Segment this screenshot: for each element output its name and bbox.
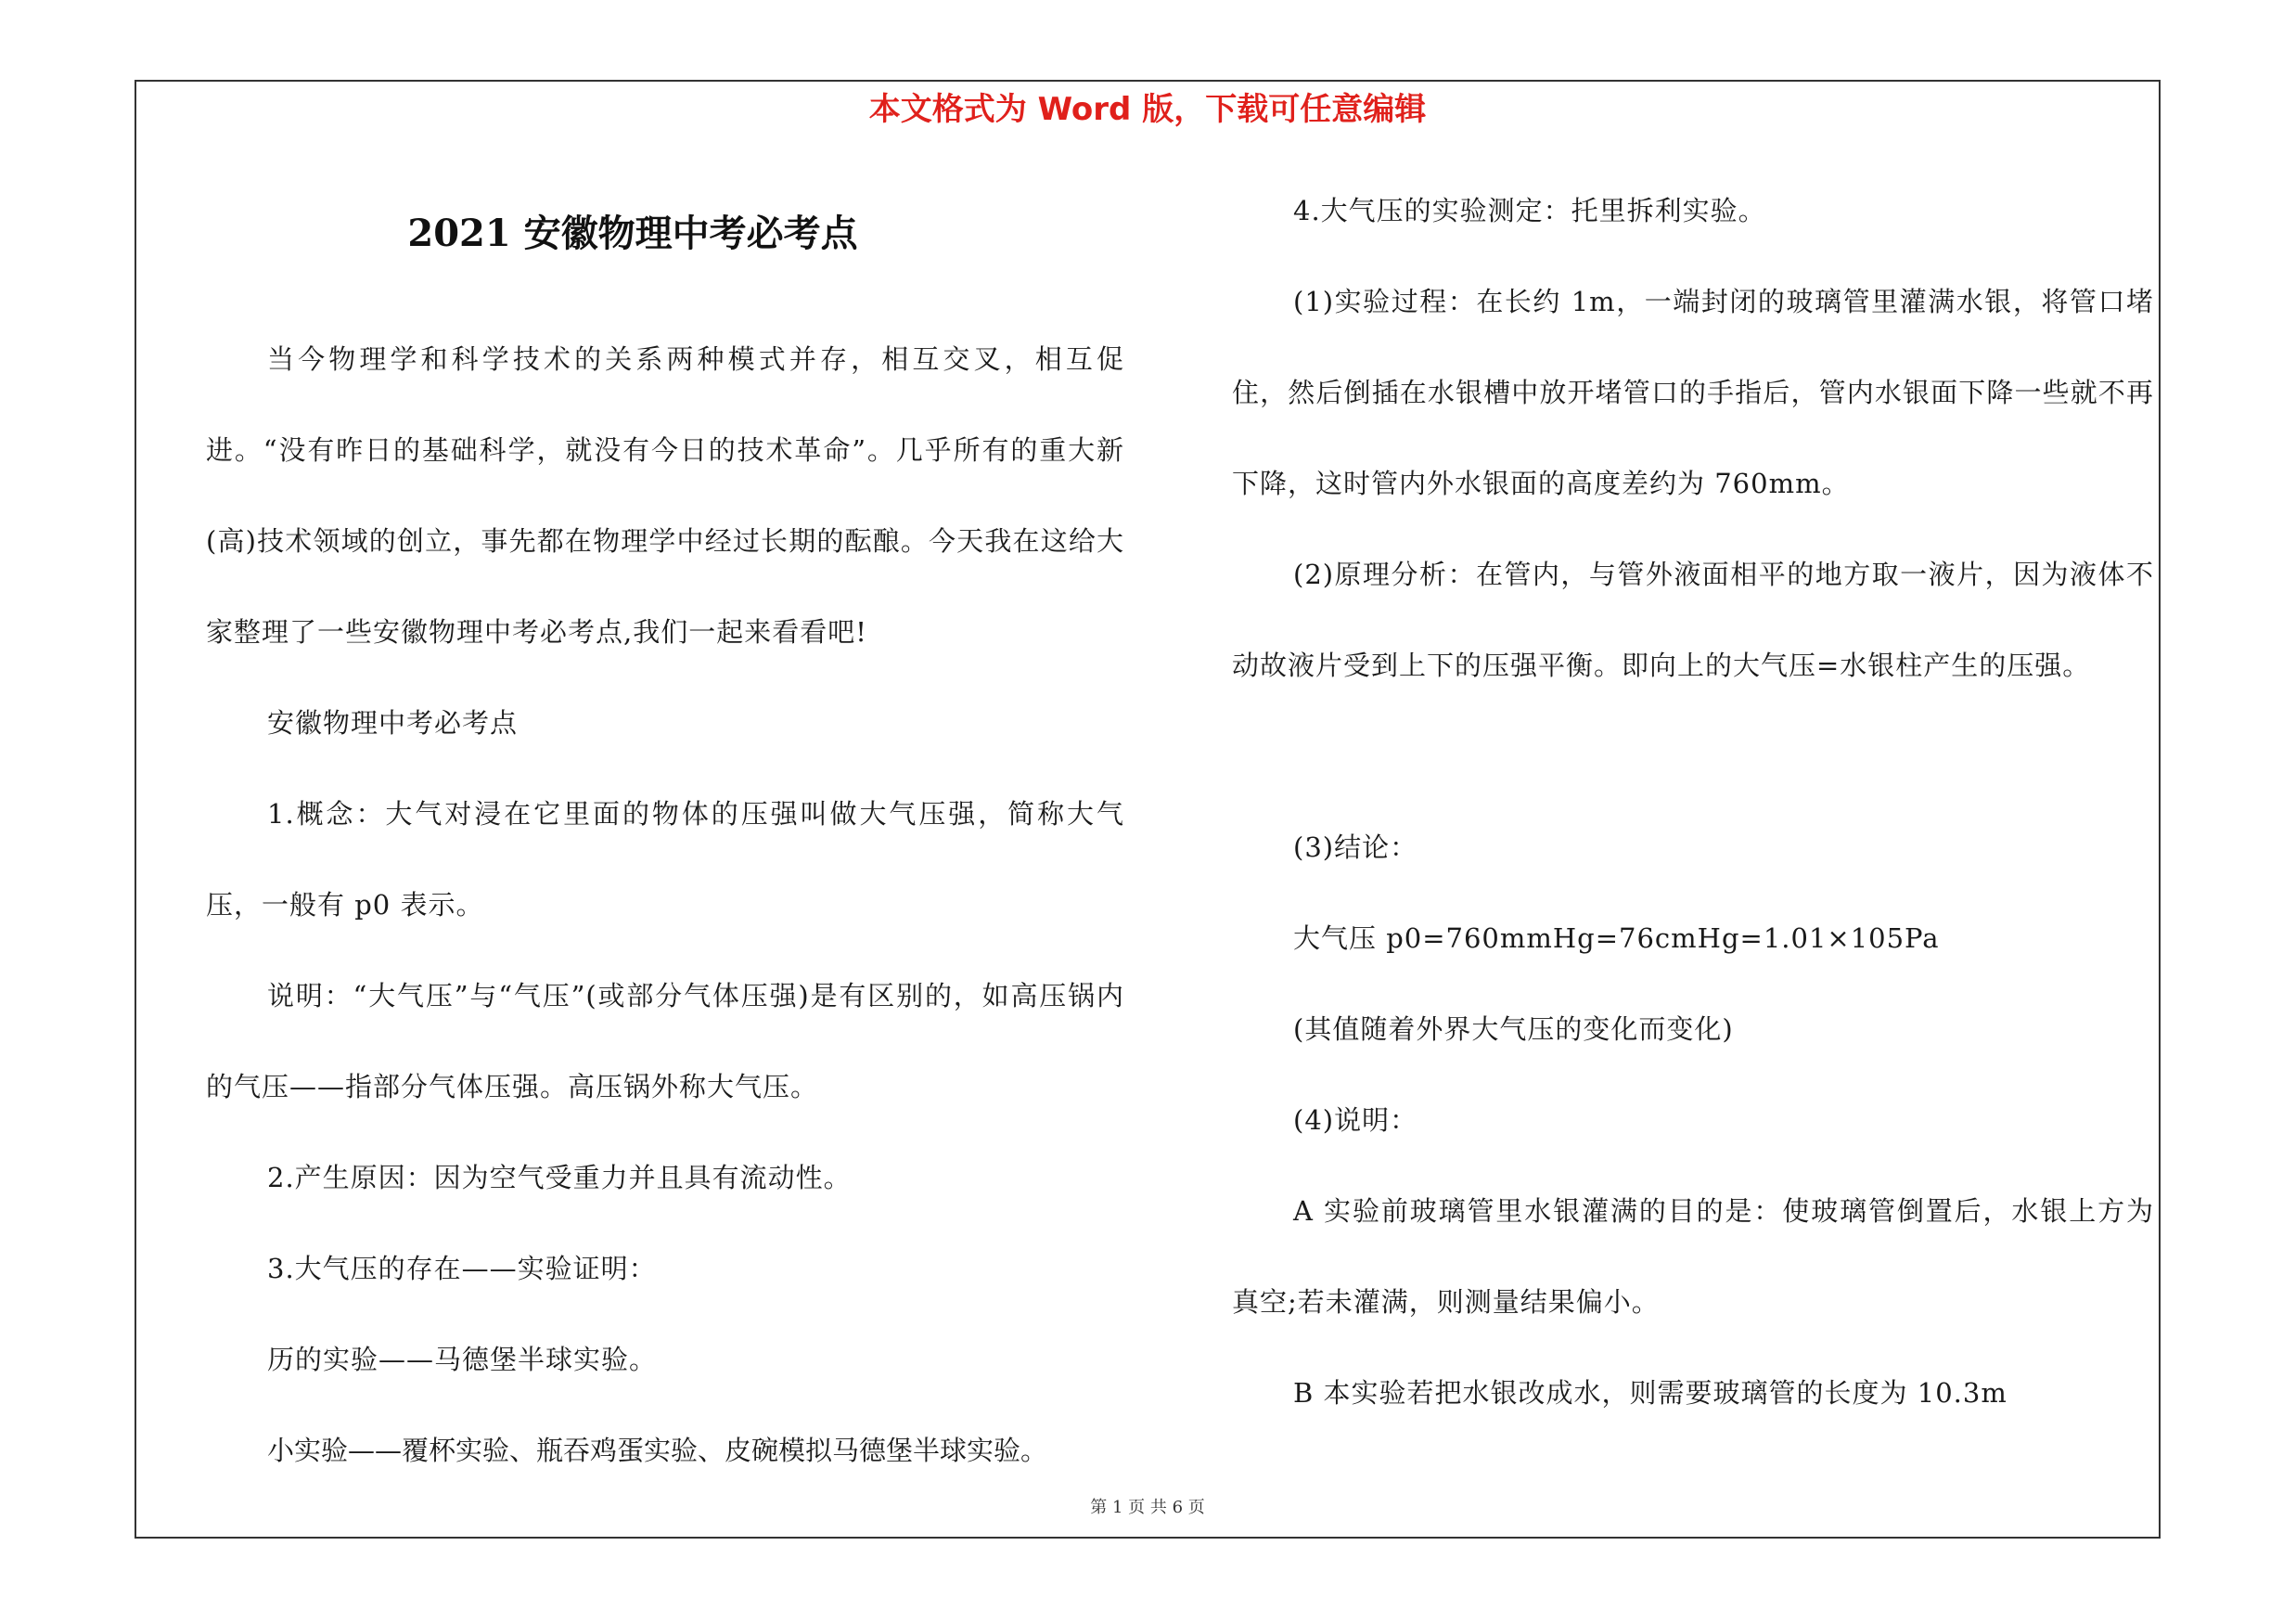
historic-experiment-paragraph: 历的实验——马德堡半球实验。	[267, 1344, 658, 1375]
procedure-paragraph: (1)实验过程：在长约 1m，一端封闭的玻璃管里灌满水银，将管口堵住，然后倒插在水银槽中放开堵管口的手指后，管内水银面下降一些就不再下降，这时管内外水银面的高度差约为 760mm。	[1232, 286, 2154, 499]
existence-paragraph: 3.大气压的存在——实验证明：	[267, 1253, 657, 1284]
explanation-paragraph: 说明：“大气压”与“气压”(或部分气体压强)是有区别的，如高压锅内的气压——指部分气体压强。高压锅外称大气压。	[206, 980, 1124, 1102]
conclusion-heading: (3)结论：	[1293, 831, 1418, 863]
page-number-footer: 第 1 页 共 6 页	[1090, 1498, 1205, 1517]
document-title: 2021 安徽物理中考必考点	[407, 212, 858, 255]
concept-paragraph: 1.概念：大气对浸在它里面的物体的压强叫做大气压强，简称大气压，一般有 p0 表示。	[206, 798, 1124, 921]
measurement-heading: 4.大气压的实验测定：托里拆利实验。	[1293, 195, 1766, 226]
value-note: (其值随着外界大气压的变化而变化)	[1293, 1013, 1734, 1045]
intro-paragraph: 当今物理学和科学技术的关系两种模式并存，相互交叉，相互促进。“没有昨日的基础科学，就没有今日的技术革命”。几乎所有的重大新(高)技术领域的创立，事先都在物理学中经过长期的酝酿。今天我在这给大家整理了一些安徽物理中考必考点,我们一起来看看吧!	[206, 343, 1124, 648]
small-experiment-paragraph: 小实验——覆杯实验、瓶吞鸡蛋实验、皮碗模拟马德堡半球实验。	[267, 1435, 1048, 1466]
notes-heading: (4)说明：	[1293, 1104, 1418, 1136]
word-format-banner: 本文格式为 Word 版，下载可任意编辑	[868, 91, 1427, 128]
note-a-paragraph: A 实验前玻璃管里水银灌满的目的是：使玻璃管倒置后，水银上方为真空;若未灌满，则测量结果偏小。	[1232, 1195, 2154, 1318]
section-heading: 安徽物理中考必考点	[267, 707, 519, 739]
pressure-formula: 大气压 p0=760mmHg=76cmHg=1.01×105Pa	[1293, 922, 1940, 954]
note-b-paragraph: B 本实验若把水银改成水，则需要玻璃管的长度为 10.3m	[1293, 1377, 2007, 1409]
principle-paragraph: (2)原理分析：在管内，与管外液面相平的地方取一液片，因为液体不动故液片受到上下的压强平衡。即向上的大气压=水银柱产生的压强。	[1232, 559, 2154, 681]
cause-paragraph: 2.产生原因：因为空气受重力并且具有流动性。	[267, 1162, 852, 1193]
